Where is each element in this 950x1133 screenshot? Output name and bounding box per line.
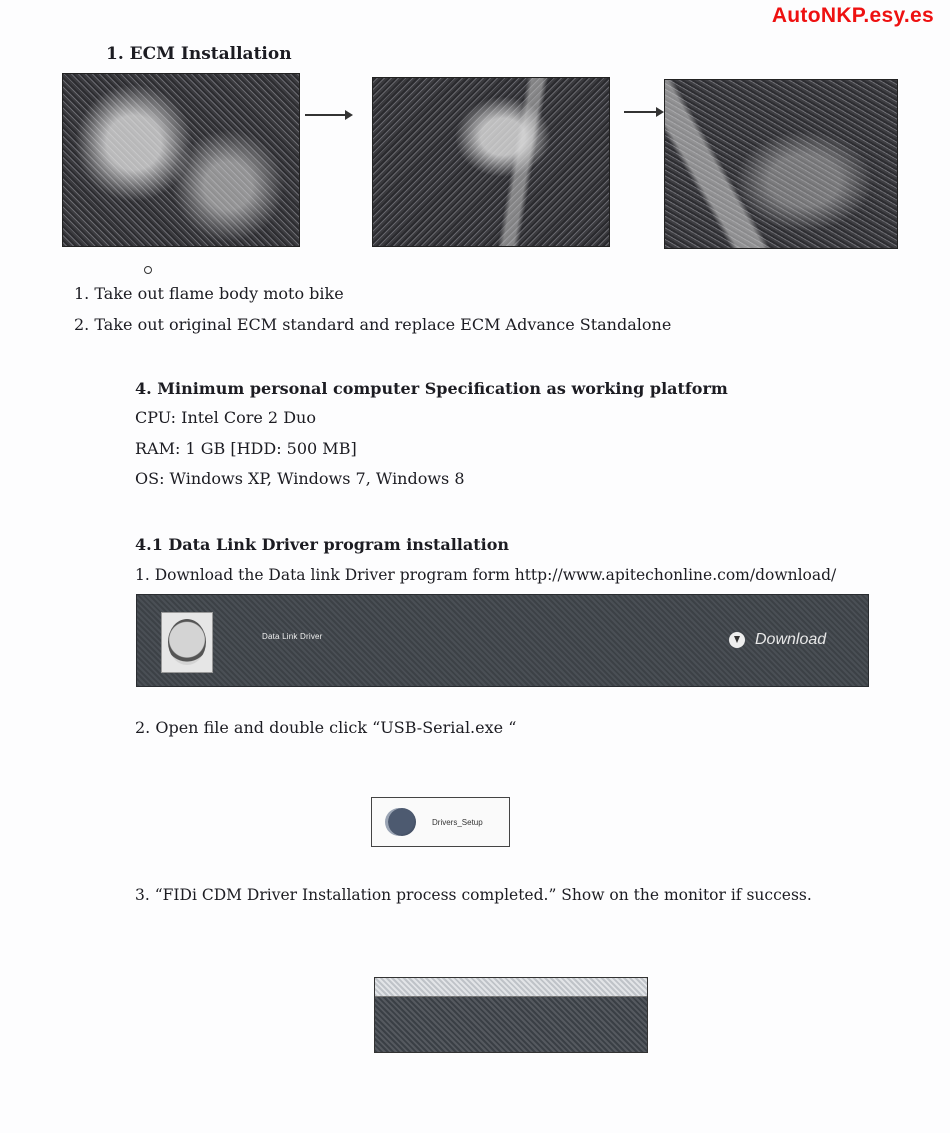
section-heading-ecm-installation: 1. ECM Installation xyxy=(106,44,292,64)
file-label: Drivers_Setup xyxy=(432,818,483,827)
arrow-icon xyxy=(624,111,662,113)
section-heading-data-link-driver: 4.1 Data Link Driver program installation xyxy=(135,535,509,554)
step-text: 1. Download the Data link Driver program form http://www.apitechonline.com/download/ xyxy=(135,566,837,584)
arrow-icon xyxy=(305,114,351,116)
photo-remove-ecm xyxy=(62,73,300,247)
banner-caption: Data Link Driver xyxy=(262,632,323,641)
site-watermark: AutoNKP.esy.es xyxy=(771,4,934,27)
driver-logo-icon xyxy=(161,612,213,673)
photo-install-new-ecm xyxy=(664,79,898,249)
spec-cpu: CPU: Intel Core 2 Duo xyxy=(135,408,316,427)
step-text: 3. “FIDi CDM Driver Installation process completed.” Show on the monitor if success. xyxy=(135,886,812,904)
globe-icon xyxy=(388,808,416,836)
section-heading-pc-spec: 4. Minimum personal computer Specification as working platform xyxy=(135,379,728,398)
photo-ecm-removed xyxy=(372,77,610,247)
step-text: 1. Take out flame body moto bike xyxy=(74,284,344,303)
bullet-icon xyxy=(144,266,152,274)
download-label: Download xyxy=(755,631,827,648)
step-text: 2. Take out original ECM standard and replace ECM Advance Standalone xyxy=(74,315,672,334)
step-text: 2. Open file and double click “USB-Serial.exe “ xyxy=(135,718,517,737)
download-banner xyxy=(136,594,869,687)
drivers-setup-file[interactable] xyxy=(371,797,510,847)
installation-complete-screenshot xyxy=(374,977,648,1053)
download-icon xyxy=(729,632,745,648)
window-titlebar xyxy=(375,978,647,997)
spec-os: OS: Windows XP, Windows 7, Windows 8 xyxy=(135,469,465,488)
download-button[interactable] xyxy=(729,631,826,649)
spec-ram: RAM: 1 GB [HDD: 500 MB] xyxy=(135,439,357,458)
